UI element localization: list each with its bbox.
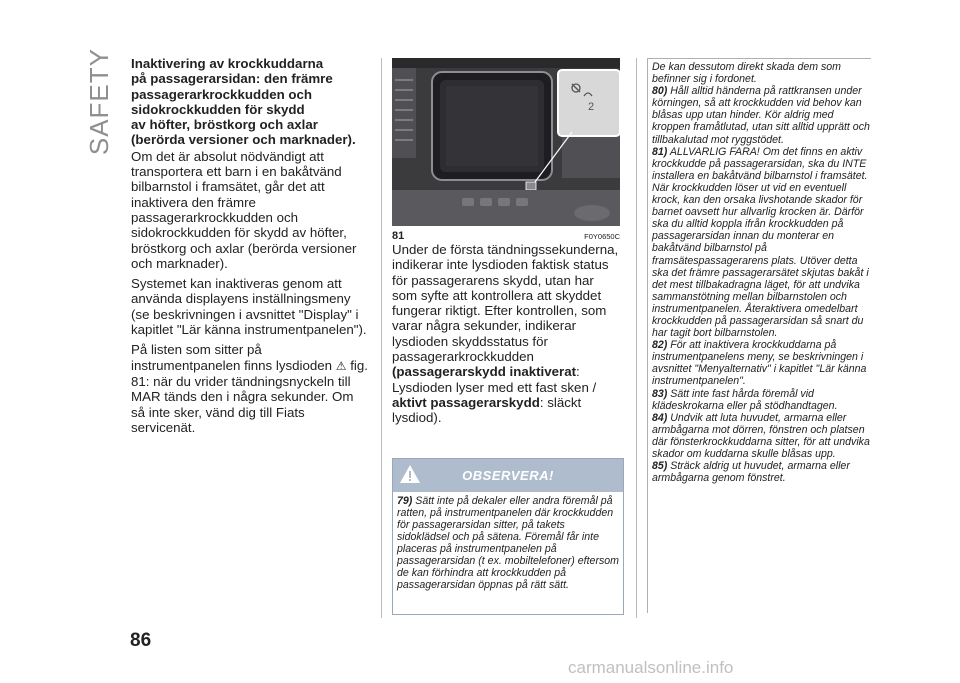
warning-item-85 bbox=[652, 460, 871, 484]
paragraph-4-text: Under de första tändningssekunderna, indikerar inte lysdioden faktisk status för passagerarens skydd, utan har som syfte att kontrollera att skyddet fungerar riktigt. Efter kontrollen, som varar några sekunder, indikerar lysdioden skyddsstatus för passagerarkrockkudden bbox=[392, 242, 619, 365]
paragraph-4 bbox=[392, 242, 622, 426]
dashboard-figure bbox=[392, 58, 620, 226]
heading-line: (berörda versioner och marknader). bbox=[131, 132, 356, 148]
heading-line: passagerarkrockkudden och bbox=[131, 86, 313, 102]
warning-text: Sätt inte fast hårda föremål vid klädeskrokarna eller på stödhandtagen. bbox=[652, 387, 838, 412]
figure-number: 81 bbox=[392, 230, 405, 242]
warning-number: 83) bbox=[652, 387, 668, 400]
warning-number: 81) bbox=[652, 145, 668, 158]
column-1 bbox=[131, 56, 371, 440]
paragraph-2: Systemet kan inaktiveras genom att använda displayens inställningsmeny (se beskrivningen i avsnittet "Display" i kapitlet "Lär känna instrumentpanelen"). bbox=[131, 276, 367, 338]
paragraph-3 bbox=[131, 342, 371, 435]
warning-item-83 bbox=[652, 388, 871, 412]
paragraph-4-text-c: : släckt lysdiod). bbox=[392, 394, 582, 426]
paragraph-4-text-b: : Lysdioden lyser med ett fast sken / bbox=[392, 364, 597, 395]
watermark: carmanualsonline.info bbox=[568, 658, 734, 677]
warning-text: Sträck aldrig ut huvudet, armarna eller armbågarna genom fönstret. bbox=[652, 460, 850, 485]
warning-number: 84) bbox=[652, 411, 668, 424]
paragraph-1: Om det är absolut nödvändigt att transportera ett barn i en bakåtvänd bilbarnstol i framsätet, går det att inaktivera den främre passagerarkrockkudden och sidokrockkudden för skydd av höfter, bröstkorg och axlar (berörda versioner och marknader). bbox=[131, 148, 357, 271]
warnings-intro: De kan dessutom direkt skada dem som befinner sig i fordonet. bbox=[652, 61, 842, 86]
paragraph-3-text-b: fig. 81: när du vrider tändningsnyckeln till MAR tänds den i några sekunder. Om så inte sker, vänd dig till Fiats servicenät. bbox=[131, 357, 368, 435]
svg-text:2: 2 bbox=[588, 101, 595, 113]
warning-number: 85) bbox=[652, 460, 668, 473]
warning-number: 80) bbox=[652, 85, 668, 98]
note-body bbox=[393, 492, 623, 594]
warning-text: För att inaktivera krockkuddarna på instrumentpanelens meny, se beskrivningen i avsnittet "Menyalternativ" i kapitlet "Lär känna instrumentpanelen". bbox=[652, 339, 867, 388]
heading-line: av höfter, bröstkorg och axlar bbox=[131, 117, 318, 133]
note-title: OBSERVERA! bbox=[462, 468, 554, 483]
column-3-warnings bbox=[647, 58, 871, 613]
paragraph-4-bold-1: (passagerarskydd inaktiverat bbox=[392, 364, 577, 380]
paragraph-3-text-a: På listen som sitter på instrumentpanelen finns lysdioden bbox=[131, 342, 336, 373]
heading-line: Inaktivering av krockkuddarna bbox=[131, 56, 324, 71]
section-label: SAFETY bbox=[84, 48, 114, 156]
dashboard-illustration bbox=[392, 58, 620, 226]
figure-caption bbox=[392, 230, 620, 242]
section-heading bbox=[131, 56, 371, 148]
warning-text: Håll alltid händerna på rattkransen under körningen, så att krockkudden vid behov kan blåsas upp utan hinder. Kör aldrig med kroppen framåtlutad, utan sitt alltid upprätt och tillbakalutad mot ryggstödet. bbox=[652, 85, 870, 146]
heading-line: sidokrockkudden för skydd bbox=[131, 101, 305, 117]
paragraph-4-bold-2: aktivt passagerarskydd bbox=[392, 394, 540, 410]
note-text: Sätt inte på dekaler eller andra föremål på ratten, på instrumentpanelen där krockkudden för passagerarsidan sitter, på takets sidoklädsel och på sätena. Föremål får inte placeras på instrumentpanelen på passagerarsidan (t ex. mobiltelefoner) eftersom de kan förhindra att krockkudden på passagerarsidan öppnas på rätt sätt. bbox=[397, 495, 619, 591]
warning-number: 82) bbox=[652, 339, 668, 352]
airbag-off-icon: ⚠ bbox=[335, 358, 347, 373]
warning-item-80 bbox=[652, 85, 871, 145]
heading-line: på passagerarsidan: den främre bbox=[131, 71, 333, 87]
figure-code: F0Y0650C bbox=[584, 232, 620, 241]
note-header bbox=[393, 459, 623, 492]
page-number: 86 bbox=[130, 630, 152, 651]
warning-item-84 bbox=[652, 412, 871, 460]
warning-text: Undvik att luta huvudet, armarna eller armbågarna mot dörren, fönstren och platsen där fönsterkrockkuddarna sitter, för att undvika skador om kuddarna skulle blåsas upp. bbox=[652, 411, 870, 460]
note-number: 79) bbox=[397, 495, 413, 507]
warning-item-82 bbox=[652, 339, 871, 387]
warning-note-box bbox=[392, 458, 624, 615]
column-divider-left bbox=[381, 58, 382, 618]
warning-item-81 bbox=[652, 146, 871, 340]
column-2 bbox=[392, 242, 622, 431]
column-divider-right bbox=[636, 58, 637, 618]
warning-text: ALLVARLIG FARA! Om det finns en aktiv krockkudde på passagerarsidan, ska du INTE installera en bakåtvänd bilbarnstol i framsätet. När krockkudden löser ut vid en eventuell krock, kan den orsaka livshotande skador för barnet oavsett hur allvarlig krocken är. Därför ska du alltid koppla ifrån krockkudden på passagerarsidan innan du monterar en bakåtvänd bilbarnstol på framsätespassagerarens plats. Utöver detta ska det främre passagerarsätet skjutas bakåt i det mest tillbakadragna läget, för att undvika sammanstötning mellan bilbarnstolen och instrumentpanelen. Återaktivera omedelbart krockkudden på passagerarsidan så snart du har tagit bort bilbarnstolen. bbox=[652, 145, 869, 340]
